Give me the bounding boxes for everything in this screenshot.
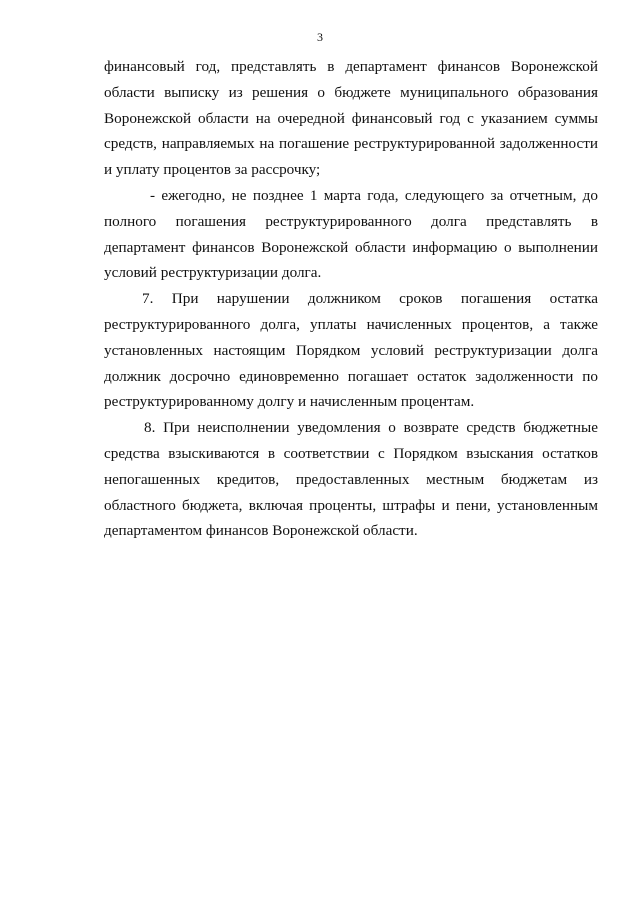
- paragraph: [104, 183, 598, 286]
- text-line: установленных настоящим Порядком условий реструктуризации долга: [104, 341, 598, 359]
- text-line: - ежегодно, не позднее 1 марта года, следующего за отчетным, до: [150, 186, 598, 204]
- text-line: условий реструктуризации долга.: [104, 264, 322, 282]
- text-line: 8. При неисполнении уведомления о возврате средств бюджетные: [144, 419, 598, 437]
- page-number: 3: [317, 30, 323, 44]
- text-line: полного погашения реструктурированного долга представлять в: [104, 212, 598, 230]
- paragraph: [104, 286, 598, 415]
- text-line: и уплату процентов за рассрочку;: [104, 161, 321, 179]
- text-line: непогашенных кредитов, предоставленных местным бюджетам из: [104, 470, 598, 488]
- text-line: финансовый год, представлять в департамент финансов Воронежской: [104, 58, 598, 75]
- text-line: областного бюджета, включая проценты, штрафы и пени, установленным: [104, 496, 598, 514]
- text-line: должник досрочно единовременно погашает остаток задолженности по: [104, 367, 598, 385]
- paragraph: [104, 54, 598, 183]
- text-line: Воронежской области на очередной финансовый год с указанием суммы: [104, 109, 598, 127]
- text-line: реструктурированному долгу и начисленным процентам.: [104, 393, 475, 411]
- paragraph: [104, 415, 598, 544]
- text-line: средства взыскиваются в соответствии с Порядком взыскания остатков: [104, 444, 598, 462]
- text-line: 7. При нарушении должником сроков погашения остатка: [142, 290, 598, 308]
- document-body: [104, 54, 598, 544]
- text-line: реструктурированного долга, уплаты начисленных процентов, а также: [104, 315, 598, 333]
- text-line: средств, направляемых на погашение реструктурированной задолженности: [104, 135, 598, 153]
- text-line: департамент финансов Воронежской области информацию о выполнении: [104, 238, 598, 256]
- text-line: области выписку из решения о бюджете муниципального образования: [104, 83, 598, 101]
- text-line: департаментом финансов Воронежской области.: [104, 522, 418, 540]
